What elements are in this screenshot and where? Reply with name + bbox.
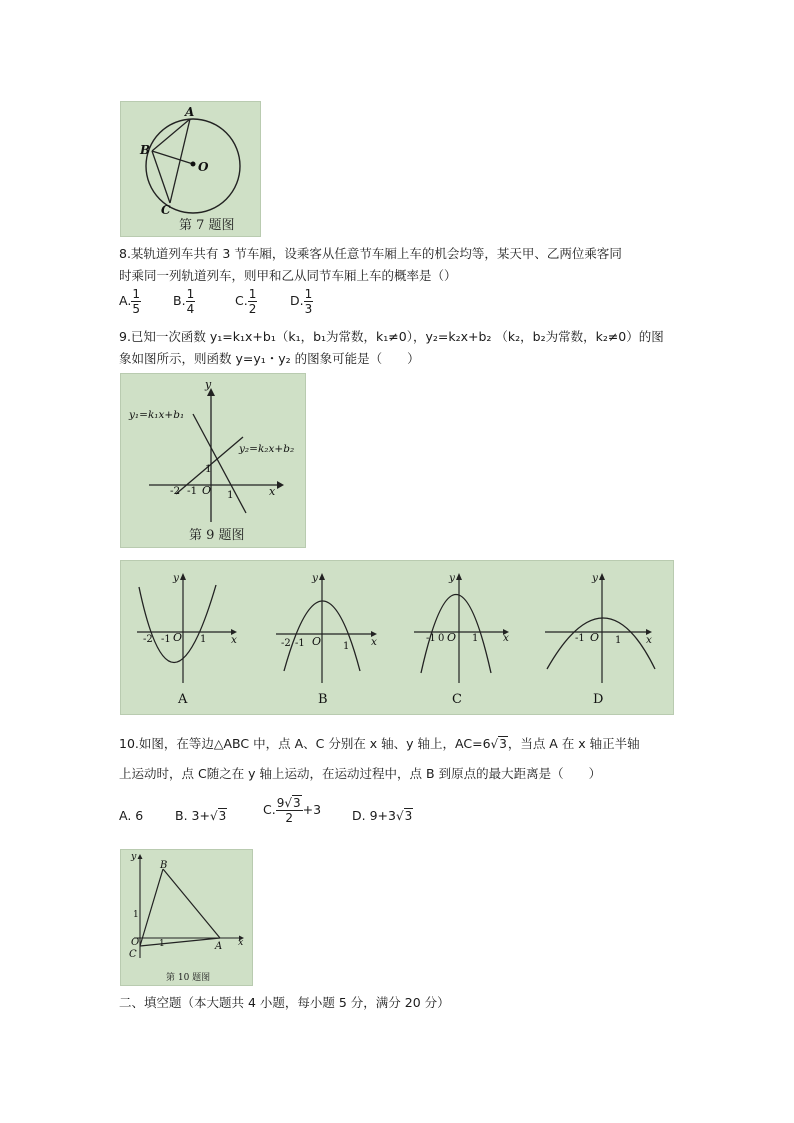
axis-x-label: x [371, 636, 377, 648]
radicand: 3 [218, 809, 227, 823]
q8-line2: 时乘同一列轨道列车，则甲和乙从同节车厢上车的概率是（） [119, 268, 457, 283]
q8-option-a [119, 287, 141, 316]
tick: 1 [200, 634, 207, 645]
figure-9-caption: 第 9 题图 [189, 528, 245, 543]
option-text: C. [263, 802, 276, 817]
x-axis-arrow [277, 481, 284, 489]
fraction [186, 287, 196, 316]
figure-10-diagram [121, 850, 252, 985]
q10-line2: 上运动时，点 C随之在 y 轴上运动，在运动过程中，点 B 到原点的最大距离是（ ） [119, 766, 602, 781]
numerator [276, 796, 303, 811]
option-label: B. [173, 293, 186, 308]
axis-y-label: y [205, 378, 212, 391]
q10-option-b [175, 808, 227, 823]
label-y2: y₂=k₂x+b₂ [239, 443, 295, 455]
line-y1 [193, 414, 246, 513]
label-c: C [129, 949, 137, 960]
tick: -2 [143, 634, 153, 645]
sqrt-3: √3 [209, 809, 227, 823]
tick: 0 [438, 633, 445, 644]
graph-a [137, 572, 237, 707]
numerator: 1 [304, 287, 313, 301]
axis-x-label: x [231, 634, 237, 646]
q10-option-d [352, 808, 413, 823]
y-axis-arrow [180, 573, 186, 580]
denominator: 3 [304, 302, 313, 316]
y-axis-arrow [138, 854, 143, 859]
graph-c [414, 572, 509, 707]
chord-ac [170, 119, 190, 203]
figure-9 [120, 373, 306, 548]
numerator: 1 [186, 287, 195, 301]
q10-line1-text-a: 10.如图，在等边△ABC 中，点 A、C 分别在 x 轴、y 轴上，AC=6 [119, 736, 491, 751]
origin-label: O [173, 631, 183, 644]
axis-y-label: y [592, 572, 598, 584]
label-y1: y₁=k₁x+b₁ [129, 409, 185, 421]
tick: 1 [472, 633, 479, 644]
tick: -2 [281, 638, 291, 649]
fraction [131, 287, 141, 316]
side-ba [163, 869, 220, 938]
q8-option-c [235, 287, 257, 316]
side-ca [140, 938, 220, 946]
denominator: 2 [248, 302, 257, 316]
axis-y-label: y [312, 572, 318, 584]
denominator: 5 [132, 302, 140, 316]
tick: -1 [426, 633, 436, 644]
q8-line1: 8.某轨道列车共有 3 节车厢，设乘客从任意节车厢上车的机会均等，某天甲、乙两位乘客同 [119, 246, 622, 261]
parabola-d [547, 618, 655, 669]
fraction [304, 287, 314, 316]
axis-x-label: x [269, 485, 276, 498]
axis-y-label: y [449, 572, 455, 584]
label-c: C [161, 203, 171, 217]
tick-neg1: -1 [187, 485, 198, 497]
choice-label-c: C [452, 692, 462, 707]
origin-label: O [202, 484, 212, 497]
chord-bc [152, 151, 170, 203]
label-o: O [131, 937, 140, 948]
q10-line1-text-b: ，当点 A 在 x 轴正半轴 [507, 736, 640, 751]
center-point [191, 162, 196, 167]
figure-10-caption: 第 10 题图 [166, 973, 211, 983]
option-text-post: +3 [302, 802, 322, 817]
denominator: 2 [285, 811, 293, 825]
figure-7 [120, 101, 261, 237]
numerator: 1 [132, 287, 140, 301]
fraction [276, 796, 303, 825]
numerator: 1 [248, 287, 257, 301]
label-a: A [215, 941, 223, 952]
num-coef: 9 [276, 796, 285, 810]
radicand: 3 [499, 737, 507, 751]
radicand: 3 [404, 809, 413, 823]
parabola-a [139, 585, 216, 663]
option-text: D. 9+3 [352, 808, 396, 823]
radicand: 3 [293, 796, 301, 810]
option-label: A. [119, 293, 132, 308]
q8-option-d [290, 287, 313, 316]
axis-x-label: x [646, 634, 652, 646]
tick-neg2: -2 [170, 485, 181, 497]
tick-x1: 1 [227, 489, 234, 501]
q10-option-a: A. 6 [119, 808, 144, 823]
axis-x-label: x [238, 937, 244, 948]
label-b: B [160, 860, 168, 871]
option-label: C. [235, 293, 248, 308]
choice-label-b: B [318, 692, 328, 707]
axis-x-label: x [503, 632, 509, 644]
tick: 1 [343, 641, 350, 652]
q9-line1: 9.已知一次函数 y₁=k₁x+b₁（k₁，b₁为常数，k₁≠0），y₂=k₂x+b₂ （k₂，b₂为常数，k₂≠0）的图 [119, 329, 664, 344]
q9-line2: 象如图所示，则函数 y=y₁・y₂ 的图象可能是（ ） [119, 351, 420, 366]
figure-9-diagram [121, 374, 305, 547]
sqrt-3: √3 [395, 809, 413, 823]
q10-option-c [263, 796, 321, 825]
label-b: B [140, 143, 151, 157]
figure-9-choices [120, 560, 674, 715]
tick: 1 [615, 635, 622, 646]
option-label: D. [290, 293, 304, 308]
origin-label: O [447, 631, 457, 644]
tick-x1: 1 [159, 939, 165, 949]
graph-d [545, 572, 655, 707]
choices-diagram [121, 561, 673, 714]
sqrt-3: √3 [490, 737, 507, 751]
tick: -1 [161, 634, 171, 645]
fraction [248, 287, 258, 316]
label-o: O [198, 160, 209, 174]
radius-bo [152, 151, 193, 164]
denominator: 4 [186, 302, 195, 316]
axis-y-label: y [131, 851, 137, 862]
q10-line1 [119, 734, 640, 752]
graph-b [276, 572, 377, 707]
choice-label-d: D [593, 692, 604, 707]
option-text: B. 3+ [175, 808, 210, 823]
tick: -1 [575, 633, 585, 644]
q8-option-b [173, 287, 195, 316]
origin-label: O [312, 635, 322, 648]
figure-7-caption: 第 7 题图 [179, 218, 235, 233]
choice-label-a: A [178, 692, 188, 707]
tick-y1: 1 [133, 910, 139, 920]
side-bc [140, 869, 163, 946]
label-a: A [185, 105, 195, 119]
tick: -1 [295, 638, 305, 649]
axis-y-label: y [173, 572, 179, 584]
y-axis-arrow [319, 573, 325, 580]
sqrt-3: √3 [284, 796, 301, 810]
y-axis-arrow [599, 573, 605, 580]
section-2-heading: 二、填空题（本大题共 4 小题，每小题 5 分，满分 20 分） [119, 995, 450, 1010]
figure-10 [120, 849, 253, 986]
y-axis-arrow [456, 573, 462, 580]
tick-y1: 1 [205, 463, 212, 475]
origin-label: O [590, 631, 600, 644]
